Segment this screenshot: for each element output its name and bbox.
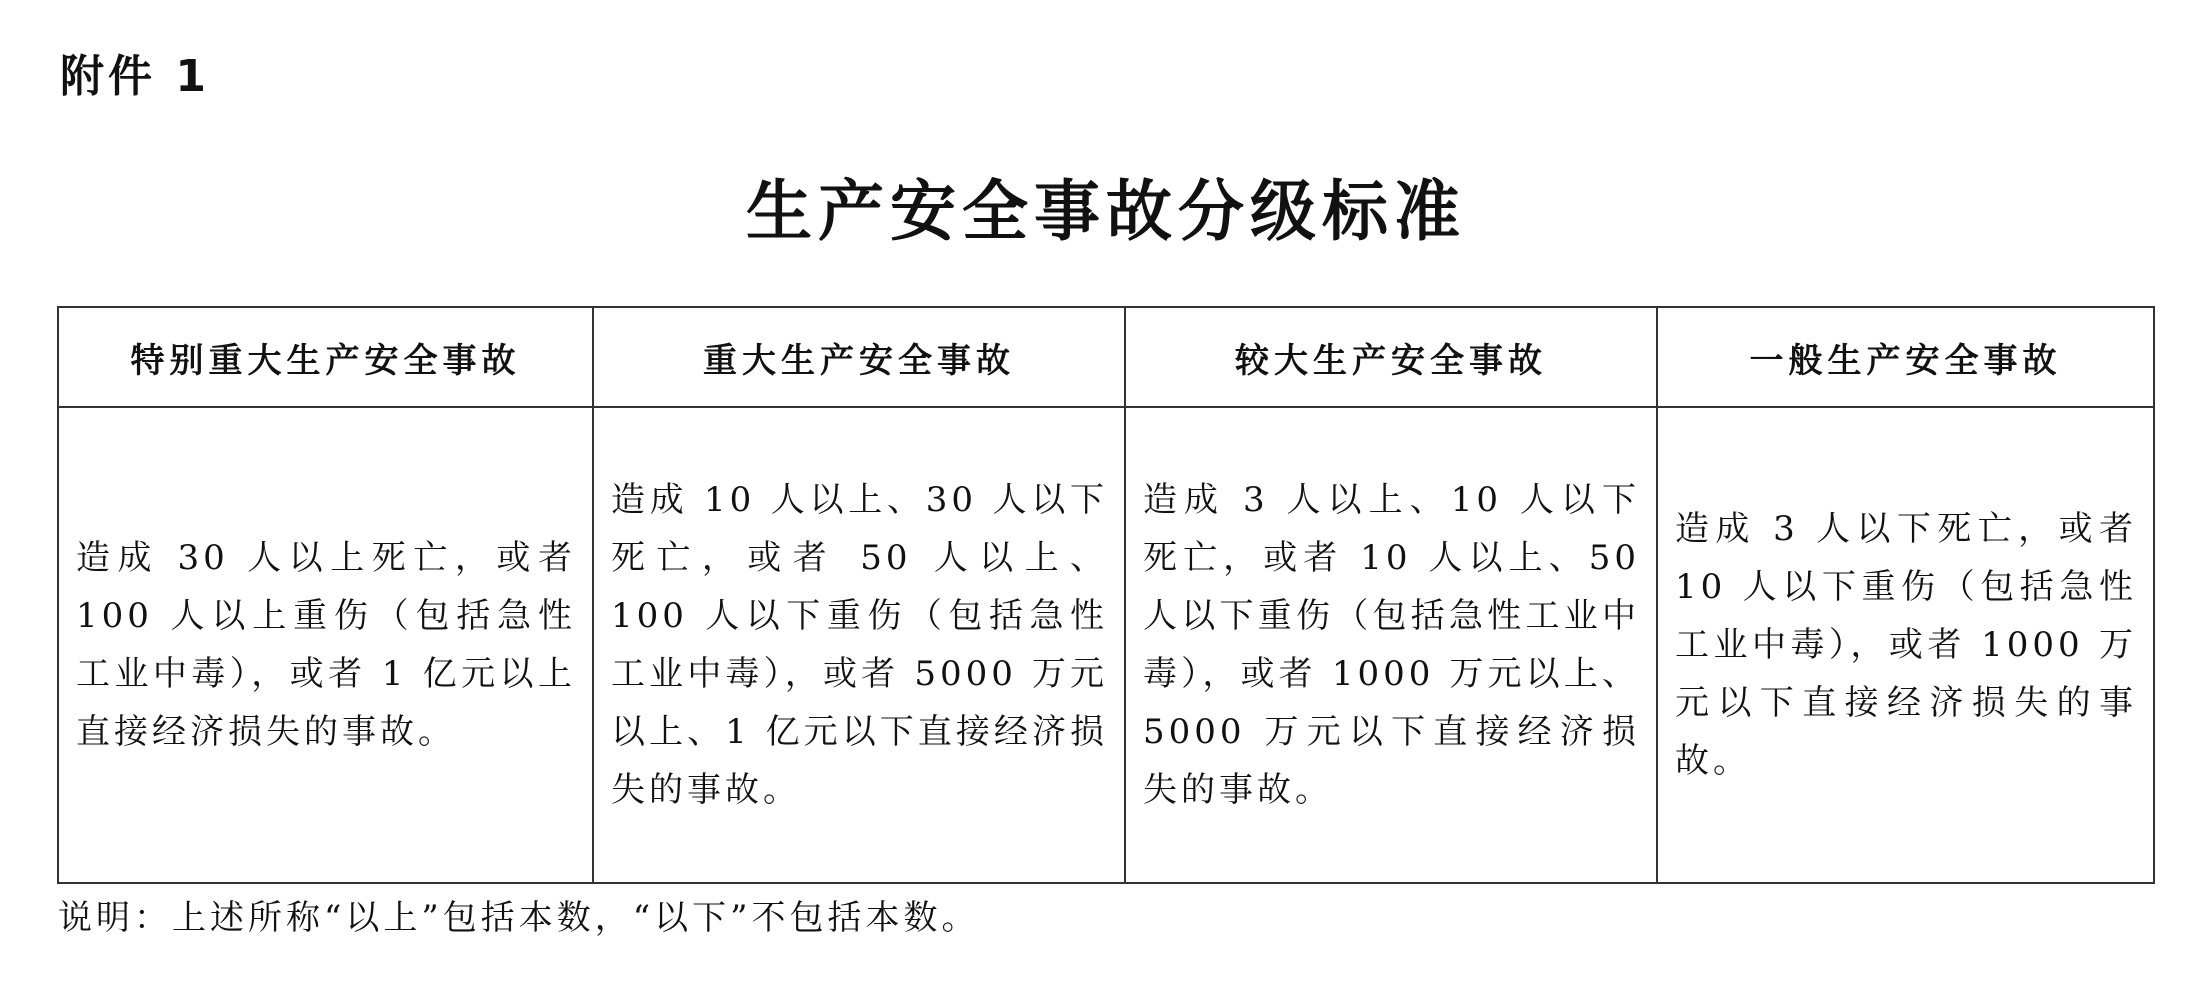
- accident-grade-table: [57, 306, 2155, 884]
- cell-larger-criteria: [1125, 407, 1657, 883]
- table-header-row: [58, 307, 2154, 407]
- cell-text: 造成 3 人以下死亡，或者 10 人以下重伤（包括急性工业中毒），或者 1000 万元以下直接经济损失的事故。: [1675, 509, 2137, 781]
- footnote: 说明：上述所称“以上”包括本数，“以下”不包括本数。: [58, 898, 980, 938]
- cell-major-criteria: [593, 407, 1125, 883]
- header-general-accident: 一般生产安全事故: [1657, 307, 2154, 407]
- cell-text: 造成 30 人以上死亡，或者 100 人以上重伤（包括急性工业中毒），或者 1 亿元以上直接经济损失的事故。: [76, 538, 576, 752]
- attachment-label: 附件 1: [60, 51, 210, 102]
- cell-extraordinary-major-criteria: [58, 407, 593, 883]
- header-larger-accident: 较大生产安全事故: [1125, 307, 1657, 407]
- header-extraordinary-major-accident: 特别重大生产安全事故: [58, 307, 593, 407]
- cell-general-criteria: [1657, 407, 2154, 883]
- document-title: 生产安全事故分级标准: [746, 172, 1466, 250]
- header-major-accident: 重大生产安全事故: [593, 307, 1125, 407]
- cell-text: 造成 10 人以上、30 人以下死亡，或者 50 人以上、100 人以下重伤（包括急性工业中毒），或者 5000 万元以上、1 亿元以下直接经济损失的事故。: [611, 480, 1108, 810]
- table-row: [58, 407, 2154, 883]
- cell-text: 造成 3 人以上、10 人以下死亡，或者 10 人以上、50 人以下重伤（包括急性工业中毒），或者 1000 万元以上、5000 万元以下直接经济损失的事故。: [1143, 480, 1640, 810]
